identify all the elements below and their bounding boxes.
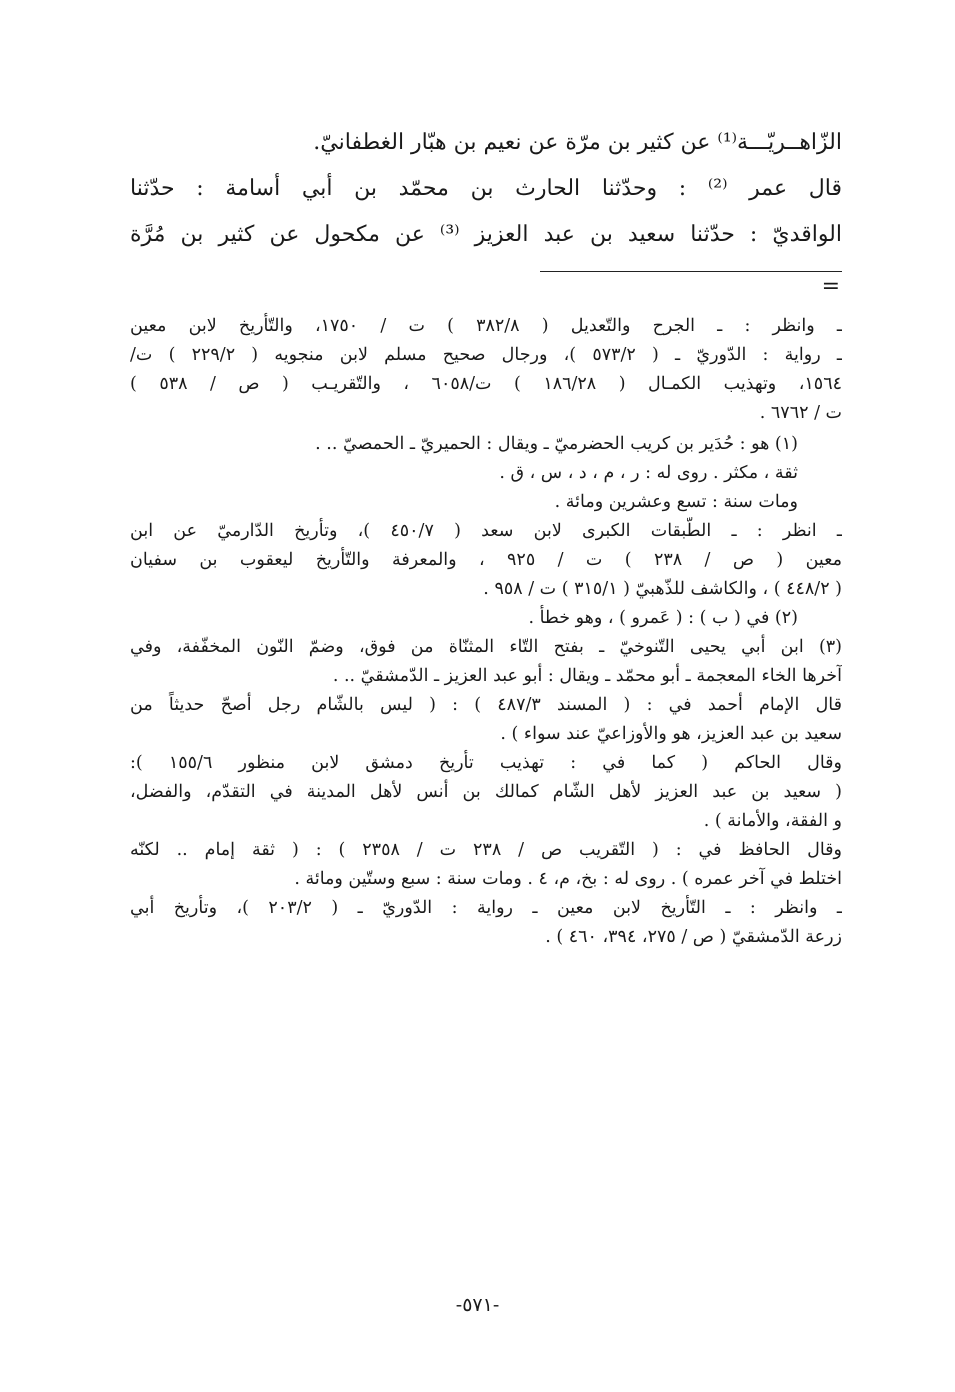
footnote-1-line: ( ٤٤٨/٢ ) ، والكاشف للذّهبيّ ( ٣١٥/١ ) ت / ٩٥٨ . — [483, 579, 842, 599]
footnote-2-line: (٢) في ( ب ) : ( عَمرو ) ، وهو خطأ . — [528, 608, 798, 628]
footnote-3-line: ( سعيد بن عبد العزيز لأهل الشّام كمالك بن أنس لأهل المدينة في التقدّم، والفضل، — [130, 782, 842, 802]
footnote-1-line: (١) هو : حُدَير بن كريب الحضرميّ ـ ويقال : الحميريّ ـ الحمصيّ .. . — [315, 434, 798, 454]
footnote-1-line: ـ انظر : ـ الطّبقات الكبرى لابن سعد ( ٤٥٠/٧ )، وتأريخ الدّارميّ عن ابن — [130, 521, 842, 541]
footnote-3-line: ـ وانظر : ـ التّأريخ لابن معين ـ رواية : الدّوريّ ـ ( ٢٠٣/٢ )، وتأريخ أبي — [130, 898, 842, 918]
footnote-3-line: آخرها الخاء المعجمة ـ أبو محمّد ـ ويقال : أبو عبد العزيز ـ الدّمشقيّ .. . — [332, 666, 842, 686]
footnote-3-line: وقال الحاكم ( كما في : تهذيب تأريخ دمشق لابن منظور ١٥٥/٦ ): — [130, 753, 842, 773]
main-text-line-3: الواقديّ : حدّثنا سعيد بن عبد العزيز ⁽³⁾ عن مكحول عن كثير بن مُرَّة — [130, 222, 842, 247]
footnote-3-line: وقال الحافظ في : ( التّقريب ص / ٢٣٨ ت / ٢٣٥٨ ) : ( ثقة إمام .. لكنّه — [130, 840, 842, 860]
footnote-3-line: اختلط في آخر عمره ) . روى له : بخ، م، ٤ . ومات سنة : سبع وستّين ومائة . — [294, 869, 842, 889]
footnotes — [130, 312, 842, 952]
footnote-3-line: و الفقة، والأمانة ) . — [703, 811, 842, 831]
continuation-mark: = — [821, 274, 840, 299]
footnote-3-line: (٣) ابن أبي يحيى التّنوخيّ ـ بفتح التّاء المثنّاة من فوق، وضمّ النّون المخفّفة، وفي — [130, 637, 842, 657]
page-number: -٥٧١- — [455, 1294, 500, 1316]
footnote-3-line: سعيد بن عبد العزيز، هو والأوزاعيّ عند سواء ) . — [500, 724, 842, 744]
footnote-3-line: قال الإمام أحمد في : ( المسند ٤٨٧/٣ ) : ( ليس بالشّام رجل أصحّ حديثاً من — [130, 695, 842, 715]
footnote-line: ١٥٦٤، وتهذيب الكمـال ( ١٨٦/٢٨ ) ت/٦٠٥٨ ، والتّقريـب ( ص / ٥٣٨ ) — [130, 374, 842, 394]
book-page — [130, 120, 842, 952]
footnote-line: ت / ٦٧٦٢ . — [759, 403, 842, 423]
separator-rule — [540, 271, 842, 272]
footnote-line: ـ وانظر : ـ الجرح والتّعديل ( ٣٨٢/٨ ) ت / ١٧٥٠، والتّأريخ لابن معين — [130, 316, 842, 336]
main-text-line-2: قال عمر ⁽²⁾ : وحدّثنا الحارث بن محمّد بن أبي أسامة : حدّثنا — [130, 176, 842, 201]
footnote-1-line: معين ( ص / ٢٣٨ ) ت / ٩٢٥ ، والمعرفة والتّأريخ ليعقوب بن سفيان — [130, 550, 842, 570]
footnote-line: ـ رواية : الدّوريّ ـ ( ٥٧٣/٢ )، ورجال صحيح مسلم لابن منجويه ( ٢٢٩/٢ ) ت/ — [130, 345, 842, 365]
footnote-1-line: ومات سنة : تسع وعشرين ومائة . — [554, 492, 798, 512]
main-text-line-1: الزّاهــريّـــة⁽¹⁾ عن كثير بن مرّة عن نعيم بن هبّار الغطفانيّ. — [313, 130, 842, 155]
footnote-3-line: زرعة الدّمشقيّ ( ص / ٢٧٥، ٣٩٤، ٤٦٠ ) . — [545, 927, 842, 947]
footnote-separator — [130, 258, 842, 312]
footnote-1-line: ثقة ، مكثر . روى له : ر ، م ، د ، س ، ق . — [499, 463, 798, 483]
